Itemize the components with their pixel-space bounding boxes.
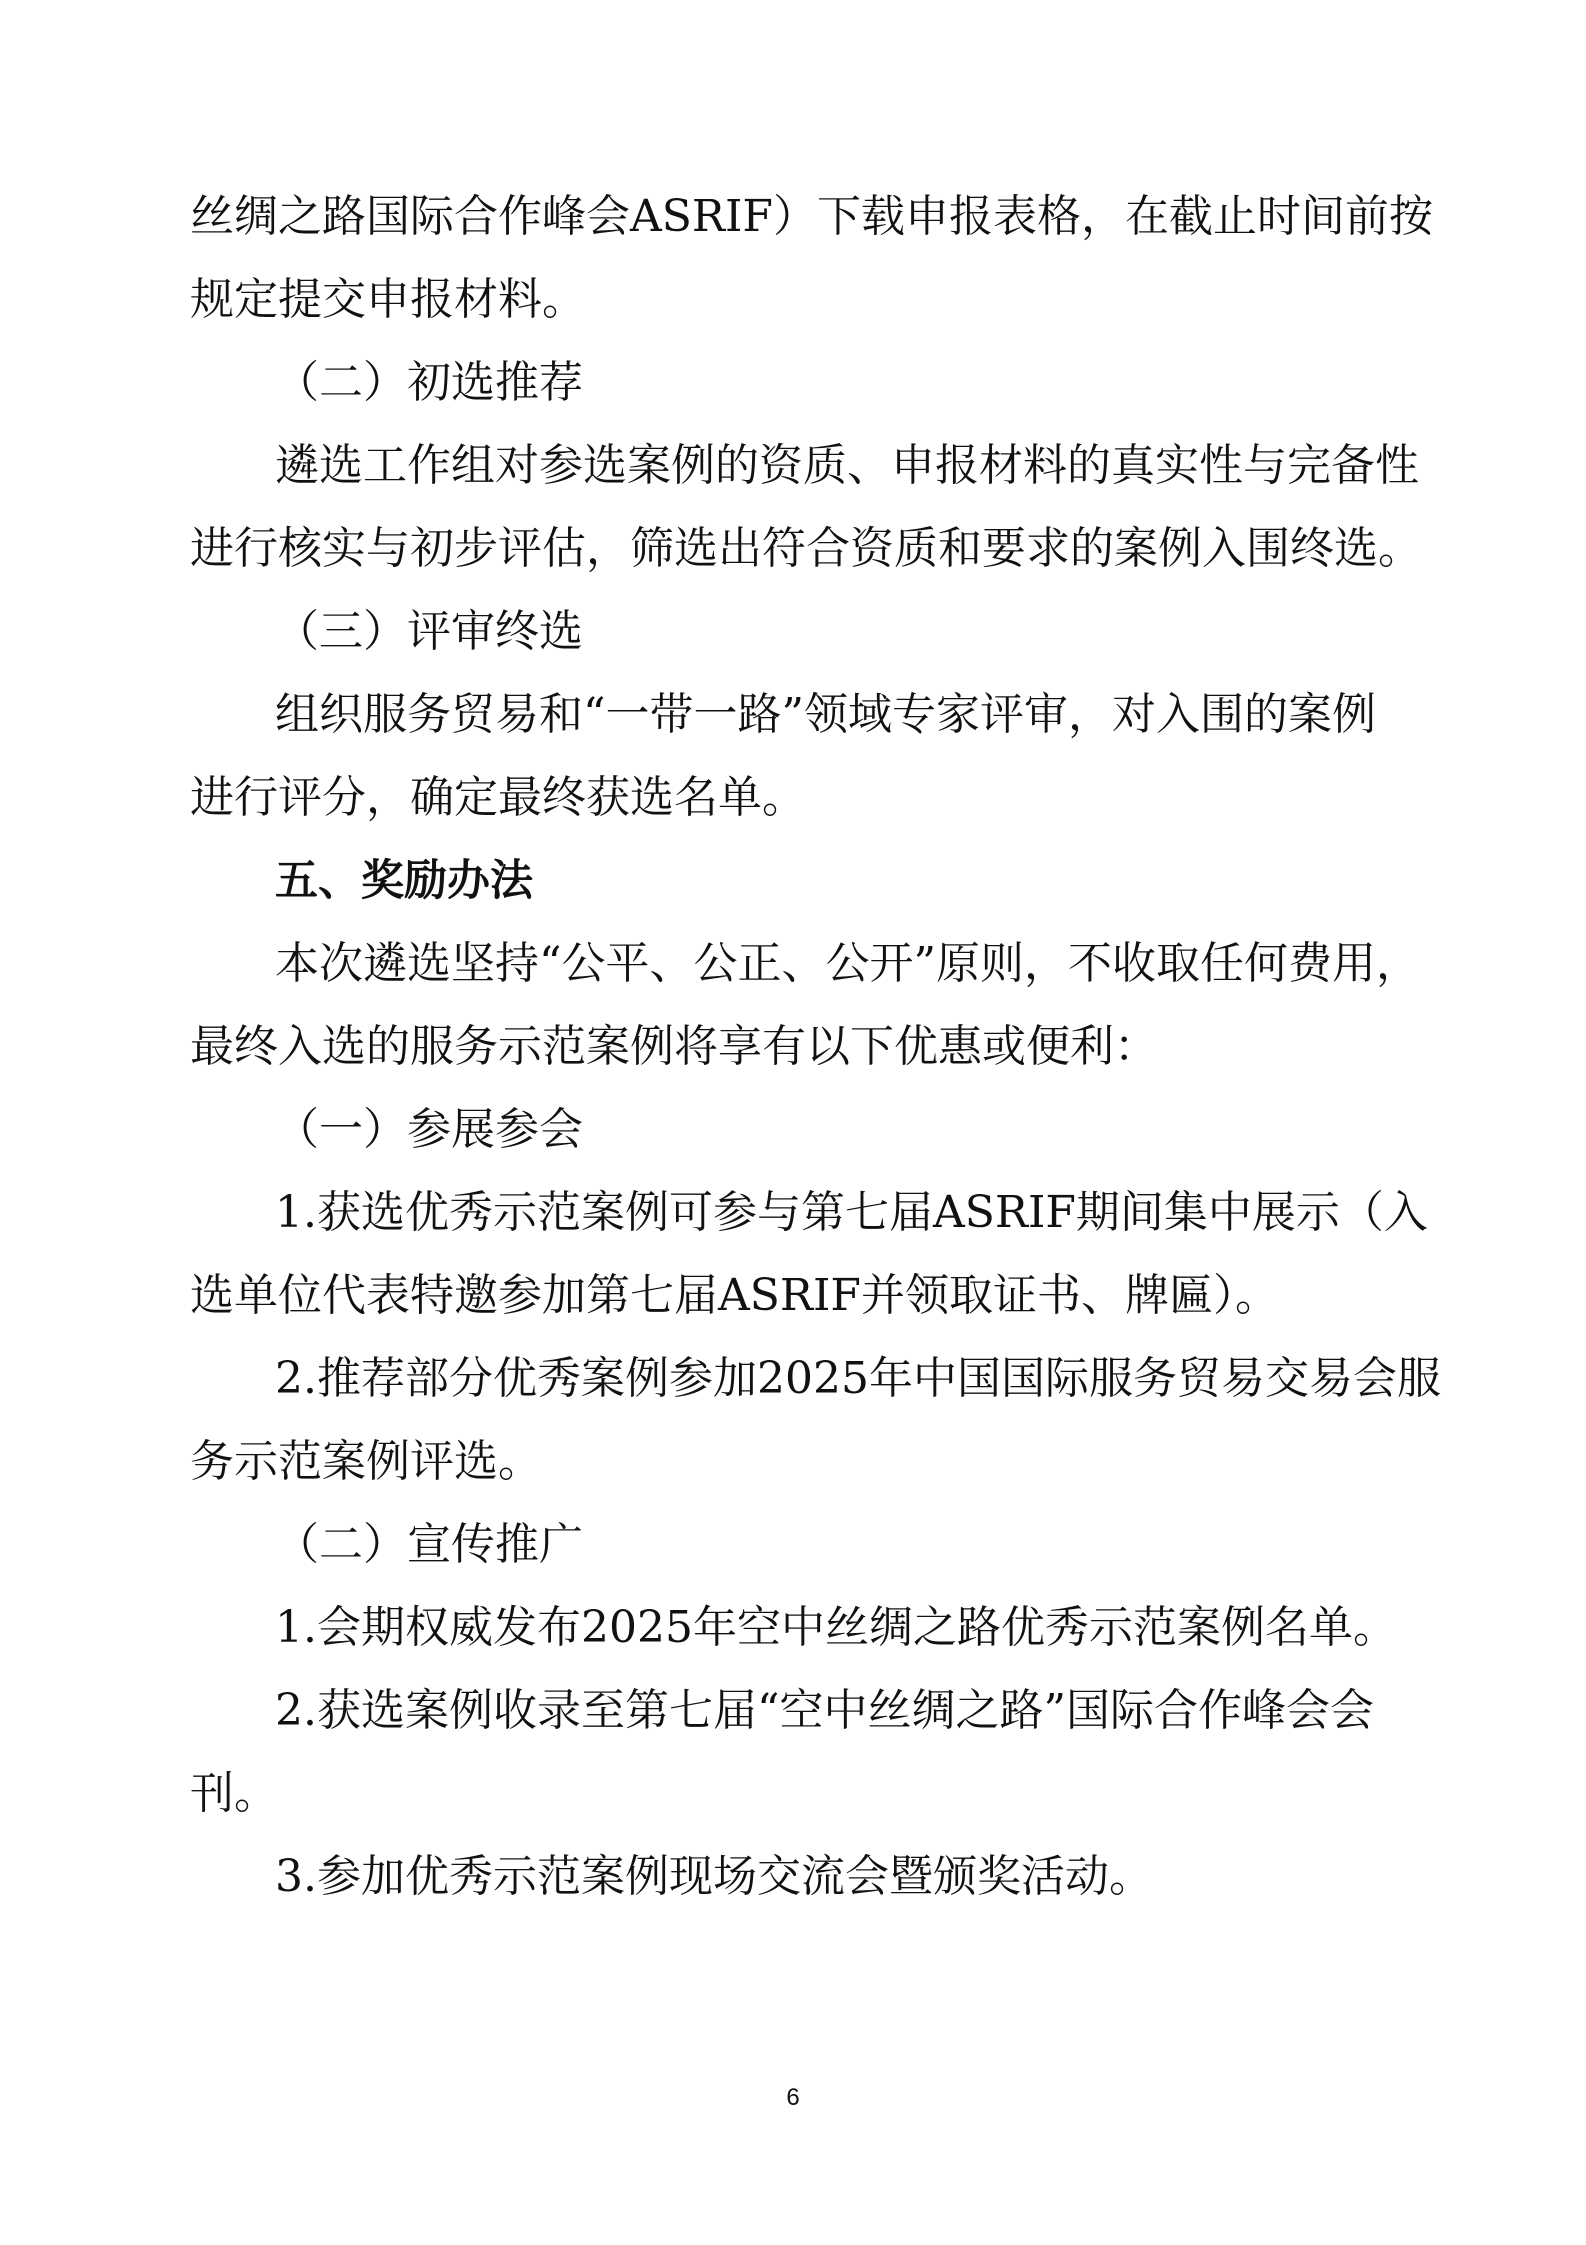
body-text-line-8: 最终入选的服务示范案例将享有以下优惠或便利： [190,1021,1158,1072]
body-text-line-3: 遴选工作组对参选案例的资质、申报材料的真实性与完备性 [275,440,1419,491]
subheading-exhibition: （一）参展参会 [275,1104,583,1155]
promotion-item-2-line-1: 2.获选案例收录至第七届“空中丝绸之路”国际合作峰会会 [275,1685,1374,1736]
subheading-preliminary-selection: （二）初选推荐 [275,357,583,408]
list-item-2-line-1: 2.推荐部分优秀案例参加2025年中国国际服务贸易交易会服 [275,1353,1441,1404]
promotion-item-3: 3.参加优秀示范案例现场交流会暨颁奖活动。 [275,1851,1153,1902]
promotion-item-1: 1.会期权威发布2025年空中丝绸之路优秀示范案例名单。 [275,1602,1397,1653]
promotion-item-2-line-2: 刊。 [190,1768,278,1819]
page-number: 6 [786,2084,800,2111]
list-item-2-line-2: 务示范案例评选。 [190,1436,542,1487]
list-item-1-line-1: 1.获选优秀示范案例可参与第七届ASRIF期间集中展示（入 [275,1187,1428,1238]
body-text-line-4: 进行核实与初步评估，筛选出符合资质和要求的案例入围终选。 [190,523,1422,574]
body-text-line-2: 规定提交申报材料。 [190,274,586,325]
body-text-line-7: 本次遴选坚持“公平、公正、公开”原则，不收取任何费用， [275,938,1420,989]
body-text-line-5: 组织服务贸易和“一带一路”领域专家评审，对入围的案例 [275,689,1376,740]
list-item-1-line-2: 选单位代表特邀参加第七届ASRIF并领取证书、牌匾）。 [190,1270,1279,1321]
subheading-promotion: （二）宣传推广 [275,1519,583,1570]
body-text-line-1: 丝绸之路国际合作峰会ASRIF）下载申报表格，在截止时间前按 [190,191,1433,242]
subheading-final-review: （三）评审终选 [275,606,583,657]
body-text-line-6: 进行评分，确定最终获选名单。 [190,772,806,823]
section-heading-rewards: 五、奖励办法 [275,856,533,906]
